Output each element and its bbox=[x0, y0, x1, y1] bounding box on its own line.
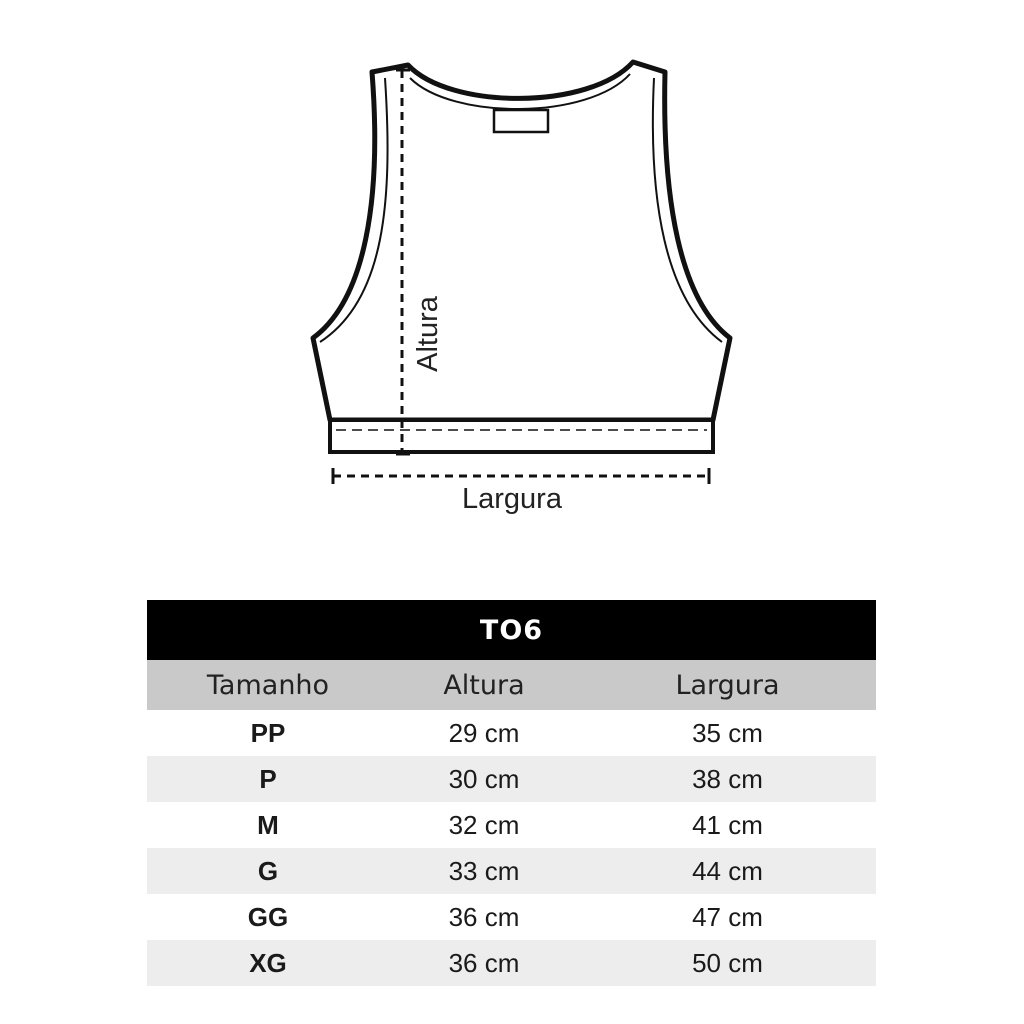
cell-size: GG bbox=[247, 901, 289, 932]
cell-width: 44 cm bbox=[692, 855, 763, 886]
cell-size: P bbox=[259, 763, 277, 794]
table-row bbox=[147, 940, 876, 986]
cell-width: 41 cm bbox=[692, 809, 763, 840]
cell-width: 47 cm bbox=[692, 901, 763, 932]
width-label: Largura bbox=[462, 483, 562, 515]
neck-label bbox=[494, 110, 548, 132]
cell-size: XG bbox=[249, 947, 287, 978]
cell-width: 50 cm bbox=[692, 947, 763, 978]
cell-width: 35 cm bbox=[692, 717, 763, 748]
header-size: Tamanho bbox=[206, 669, 330, 701]
cell-size: PP bbox=[250, 717, 286, 748]
cell-size: M bbox=[257, 809, 279, 840]
bottom-band bbox=[330, 420, 713, 452]
cell-width: 38 cm bbox=[692, 763, 763, 794]
cell-size: G bbox=[257, 855, 279, 886]
cell-height: 36 cm bbox=[448, 947, 520, 978]
table-row bbox=[147, 894, 876, 940]
cell-height: 29 cm bbox=[448, 717, 520, 748]
cell-height: 32 cm bbox=[448, 809, 520, 840]
height-label: Altura bbox=[412, 296, 444, 372]
table-title: TO6 bbox=[147, 600, 876, 660]
table-row bbox=[147, 756, 876, 802]
cell-height: 36 cm bbox=[448, 901, 520, 932]
table-row bbox=[147, 848, 876, 894]
table-row bbox=[147, 802, 876, 848]
table-header-row bbox=[147, 660, 876, 710]
cell-height: 30 cm bbox=[448, 763, 520, 794]
size-table bbox=[147, 600, 876, 986]
header-width: Largura bbox=[675, 669, 780, 701]
header-height: Altura bbox=[443, 669, 525, 701]
cell-height: 33 cm bbox=[448, 855, 520, 886]
table-row bbox=[147, 710, 876, 756]
